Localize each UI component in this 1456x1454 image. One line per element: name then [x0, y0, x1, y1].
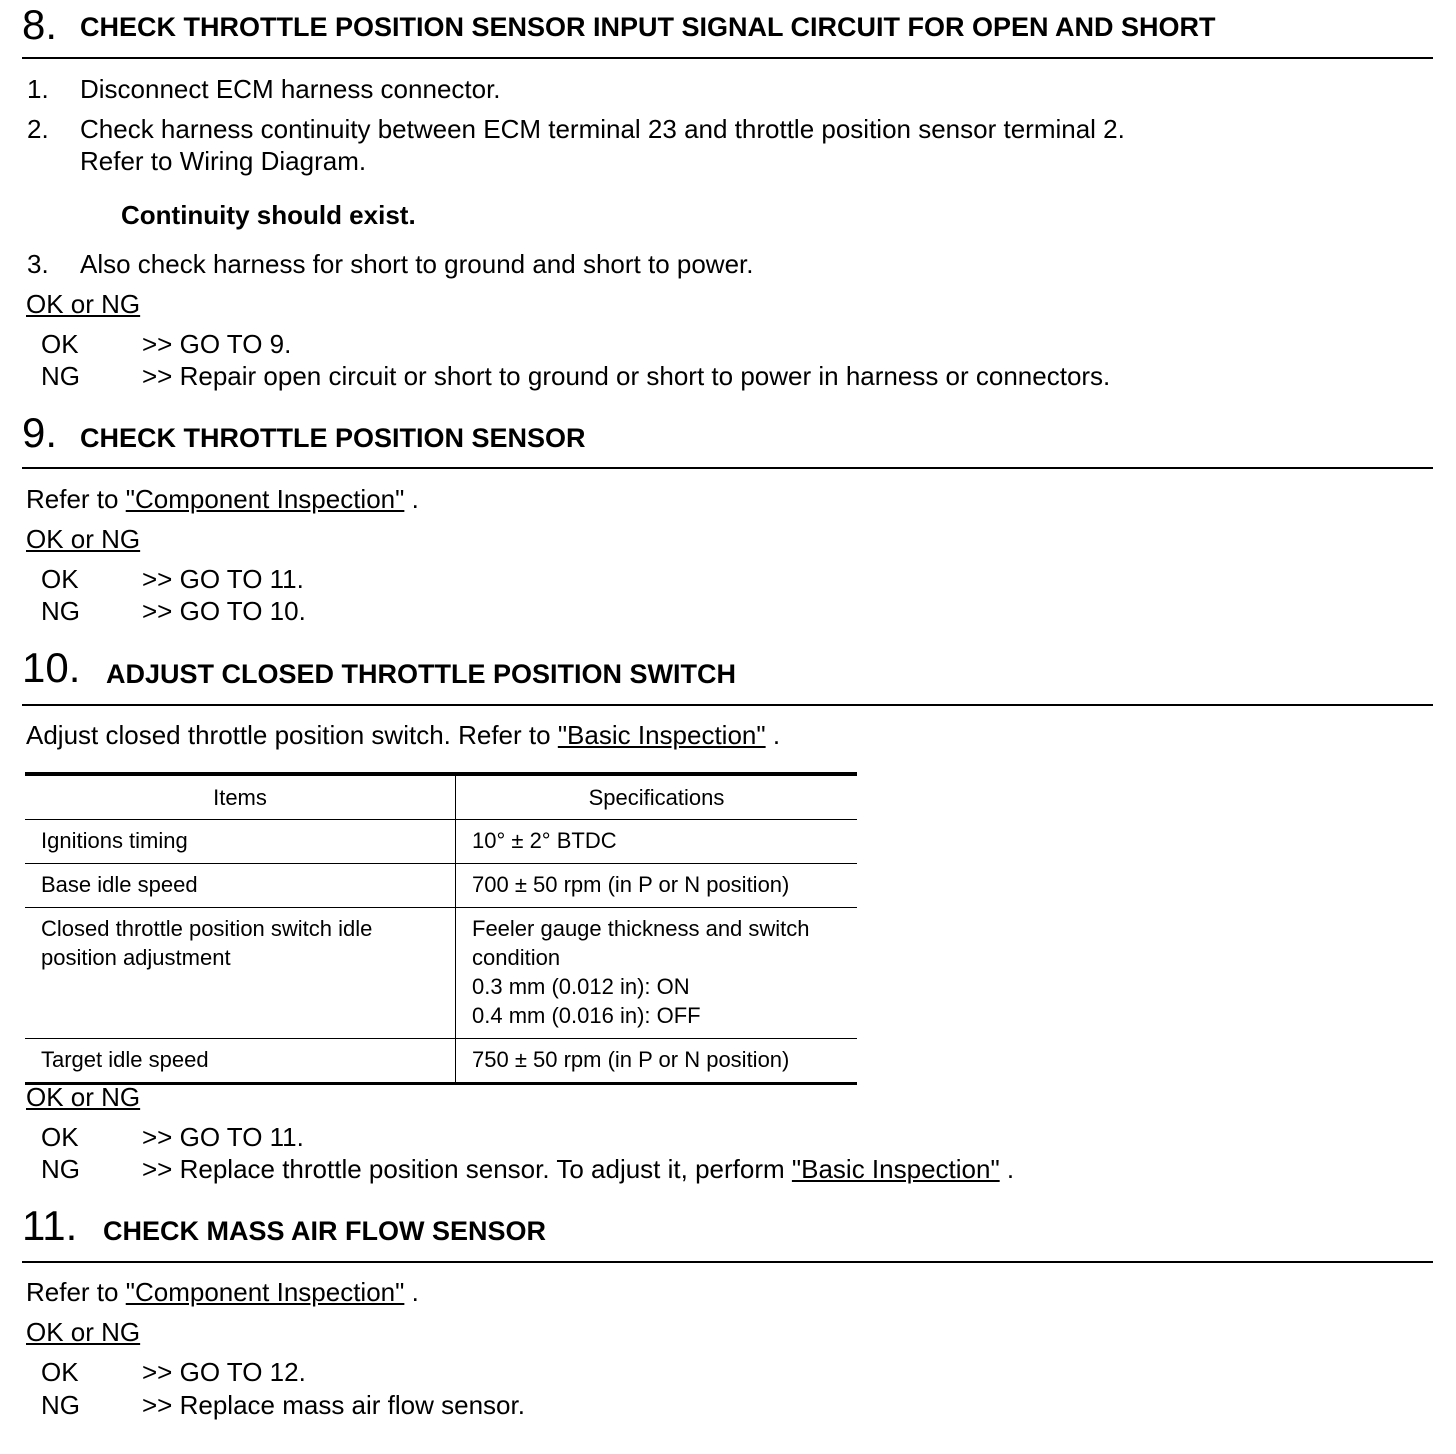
- refer-prefix: Refer to: [26, 1277, 119, 1307]
- step-8-title: CHECK THROTTLE POSITION SENSOR INPUT SIGNAL CIRCUIT FOR OPEN AND SHORT: [80, 12, 1216, 42]
- step-9-number: 9.: [22, 409, 58, 456]
- spec-cell: [456, 1039, 858, 1084]
- divider: [22, 57, 1433, 59]
- divider: [22, 1261, 1433, 1263]
- ok-or-ng-label: OK or NG: [26, 1317, 141, 1347]
- step-10-intro: [26, 720, 780, 750]
- ng-label: NG: [41, 1390, 80, 1420]
- ng-label: NG: [41, 596, 80, 626]
- ng-label: NG: [41, 361, 80, 391]
- item-cell: [25, 908, 456, 1039]
- ng-result-suffix: .: [1006, 1154, 1015, 1184]
- table-row: [25, 908, 857, 1039]
- step-11-number: 11.: [22, 1202, 78, 1249]
- component-inspection-link[interactable]: "Component Inspection": [125, 1277, 405, 1307]
- intro-suffix: .: [772, 720, 781, 750]
- step-8-number: 8.: [22, 1, 58, 48]
- ok-result: >> GO TO 12.: [142, 1357, 306, 1387]
- table-row: [25, 1039, 857, 1084]
- item-text: Target idle speed: [41, 1047, 209, 1072]
- list-item-number: 3.: [27, 249, 49, 279]
- spec-text: condition: [472, 945, 561, 970]
- ng-result: >> GO TO 10.: [142, 596, 306, 626]
- column-header-items: Items: [25, 774, 456, 820]
- ng-result: [142, 1154, 1014, 1184]
- spec-text: Feeler gauge thickness and switch: [472, 916, 810, 941]
- spec-cell: [456, 864, 858, 908]
- item-text: Ignitions timing: [41, 828, 188, 853]
- list-item-text-continued: Refer to Wiring Diagram.: [80, 146, 367, 176]
- item-text: Closed throttle position switch idle: [41, 916, 373, 941]
- divider: [22, 467, 1433, 469]
- spec-text: 700 ± 50 rpm (in P or N position): [472, 872, 790, 897]
- table-row: [25, 864, 857, 908]
- specifications-table: [25, 772, 857, 1085]
- spec-text: 0.4 mm (0.016 in): OFF: [472, 1003, 701, 1028]
- ng-result-prefix: >> Replace throttle position sensor. To adjust it, perform: [142, 1154, 785, 1184]
- ok-result: >> GO TO 9.: [142, 329, 292, 359]
- table-header-row: [25, 774, 857, 820]
- step-9-title: CHECK THROTTLE POSITION SENSOR: [80, 423, 586, 453]
- list-item-text: Disconnect ECM harness connector.: [80, 74, 501, 104]
- ok-or-ng-label: OK or NG: [26, 289, 141, 319]
- intro-prefix: Adjust closed throttle position switch. Refer to: [26, 720, 551, 750]
- spec-cell: [456, 820, 858, 864]
- ok-label: OK: [41, 564, 79, 594]
- column-header-specifications: Specifications: [456, 774, 858, 820]
- ng-label: NG: [41, 1154, 80, 1184]
- spec-cell: [456, 908, 858, 1039]
- step-9-refer: [26, 484, 419, 514]
- item-cell: [25, 864, 456, 908]
- refer-prefix: Refer to: [26, 484, 119, 514]
- ng-result: >> Repair open circuit or short to ground or short to power in harness or connectors.: [142, 361, 1111, 391]
- ok-or-ng-label: OK or NG: [26, 524, 141, 554]
- basic-inspection-link[interactable]: "Basic Inspection": [791, 1154, 1000, 1184]
- ok-result: >> GO TO 11.: [142, 564, 304, 594]
- divider: [22, 704, 1433, 706]
- refer-suffix: .: [411, 1277, 419, 1307]
- spec-text: 0.3 mm (0.012 in): ON: [472, 974, 690, 999]
- step-11-title: CHECK MASS AIR FLOW SENSOR: [103, 1216, 547, 1246]
- list-item-number: 1.: [27, 74, 49, 104]
- item-text: Base idle speed: [41, 872, 198, 897]
- ok-or-ng-label: OK or NG: [26, 1082, 141, 1112]
- item-cell: [25, 1039, 456, 1084]
- ok-result: >> GO TO 11.: [142, 1122, 304, 1152]
- refer-suffix: .: [411, 484, 419, 514]
- table-row: [25, 820, 857, 864]
- step-11-refer: [26, 1277, 419, 1307]
- basic-inspection-link[interactable]: "Basic Inspection": [557, 720, 766, 750]
- ok-label: OK: [41, 329, 79, 359]
- component-inspection-link[interactable]: "Component Inspection": [125, 484, 405, 514]
- ok-label: OK: [41, 1357, 79, 1387]
- item-cell: [25, 820, 456, 864]
- item-text: position adjustment: [41, 945, 231, 970]
- list-item-text: Also check harness for short to ground and short to power.: [80, 249, 754, 279]
- list-item-number: 2.: [27, 114, 49, 144]
- specification-note: Continuity should exist.: [121, 200, 416, 230]
- list-item-text: Check harness continuity between ECM terminal 23 and throttle position sensor terminal 2.: [80, 114, 1125, 144]
- spec-text: 750 ± 50 rpm (in P or N position): [472, 1047, 790, 1072]
- step-10-title: ADJUST CLOSED THROTTLE POSITION SWITCH: [106, 659, 737, 689]
- ok-label: OK: [41, 1122, 79, 1152]
- ng-result: >> Replace mass air flow sensor.: [142, 1390, 525, 1420]
- spec-text: 10° ± 2° BTDC: [472, 828, 617, 853]
- step-10-number: 10.: [22, 644, 81, 691]
